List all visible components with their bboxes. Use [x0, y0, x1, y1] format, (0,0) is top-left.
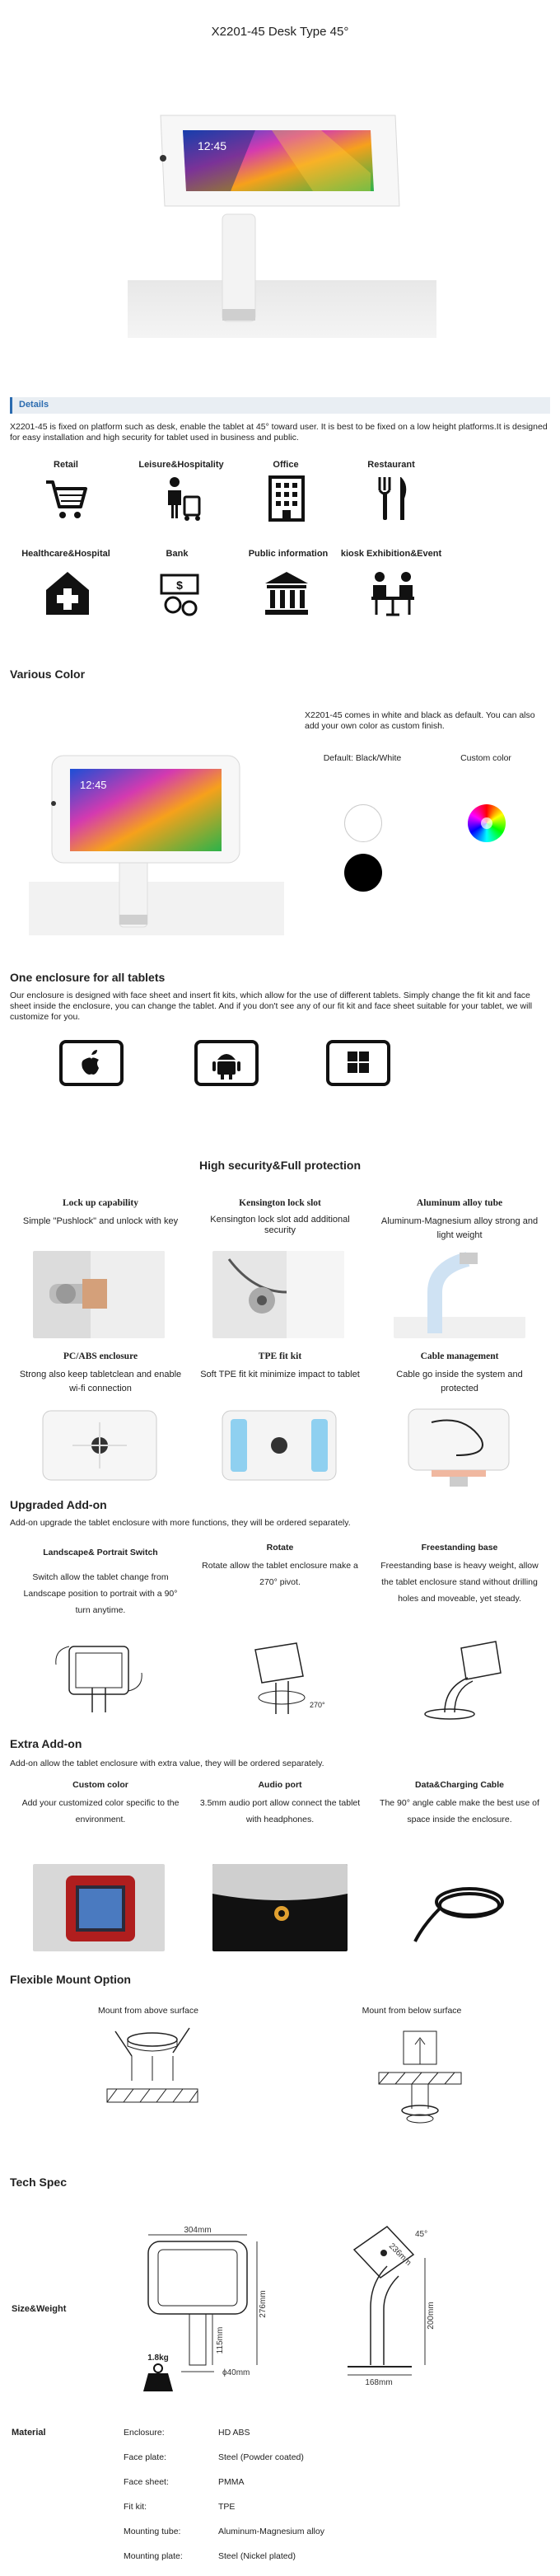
svg-text:ϕ40mm: ϕ40mm	[222, 2368, 250, 2377]
freestanding-drawing	[420, 1640, 511, 1722]
rotate-drawing	[231, 1640, 329, 1722]
industry-label-healthcare: Healthcare&Hospital	[21, 549, 110, 559]
government-building-icon	[262, 569, 311, 618]
material-value-mounting-plate: Steel (Nickel plated)	[218, 2551, 296, 2561]
upgrade-text-switch: Switch allow the tablet change from Landscape position to portrait with a 90° turn anytime.	[23, 1572, 178, 1615]
mount-below-drawing	[371, 2023, 469, 2130]
tech-heading: Tech Spec	[10, 2176, 67, 2189]
various-color-text: X2201-45 comes in white and black as default. You can also add your own color as custom finish.	[305, 710, 535, 731]
industry-label-public: Public information	[248, 549, 329, 559]
shopping-cart-icon	[43, 474, 92, 523]
industry-label-kiosk: kiosk Exhibition&Event	[340, 549, 442, 559]
color-product-image	[29, 746, 284, 935]
feature-text-cable: Cable go inside the system and protected	[396, 1370, 523, 1393]
extra-title-color: Custom color	[72, 1780, 128, 1790]
feature-title-lock: Lock up capability	[62, 1198, 139, 1208]
default-color-label: Default: Black/White	[323, 753, 402, 763]
mount-above-drawing	[99, 2023, 206, 2122]
cable-photo	[399, 1406, 519, 1488]
material-value-mounting-tube: Aluminum-Magnesium alloy	[218, 2527, 324, 2536]
mount-above-label: Mount from above surface	[98, 2006, 198, 2016]
enclosure-heading: One enclosure for all tablets	[10, 971, 166, 984]
svg-text:236mm: 236mm	[386, 2241, 413, 2268]
upgrade-title-switch: Landscape& Portrait Switch	[43, 1548, 158, 1557]
apple-logo-icon	[59, 1040, 124, 1086]
weight-value: 1.8kg	[147, 2354, 169, 2363]
feature-text-tpe: Soft TPE fit kit minimize impact to tablet	[200, 1370, 360, 1379]
bellboy-icon	[156, 474, 206, 523]
kensington-photo	[212, 1251, 344, 1338]
extra-text-audio: 3.5mm audio port allow connect the tablet with headphones.	[199, 1798, 361, 1824]
feature-title-tpe: TPE fit kit	[258, 1351, 302, 1361]
svg-text:276mm: 276mm	[259, 2290, 268, 2318]
feature-title-tube: Aluminum alloy tube	[416, 1198, 503, 1208]
industry-label-leisure: Leisure&Hospitality	[138, 460, 224, 470]
material-key-fit-kit: Fit kit:	[124, 2502, 147, 2512]
meeting-icon	[368, 569, 418, 618]
material-value-face-sheet: PMMA	[218, 2477, 245, 2487]
details-text: X2201-45 is fixed on platform such as desk, enable the tablet at 45° toward user. It is best to be fixed on a low height platforms.It is designed for easy installation and high security for tablet used in business and public.	[10, 422, 548, 443]
charging-cable-photo	[404, 1864, 519, 1951]
tech-dimension-drawing	[132, 2225, 461, 2390]
industry-label-retail: Retail	[54, 460, 78, 470]
upgraded-text: Add-on upgrade the tablet enclosure with more functions, they will be ordered separately.	[10, 1518, 351, 1528]
svg-text:$: $	[176, 578, 183, 592]
extra-title-audio: Audio port	[258, 1780, 302, 1790]
extra-heading: Extra Add-on	[10, 1737, 82, 1750]
details-heading: Details	[19, 400, 49, 410]
custom-color-wheel[interactable]	[468, 804, 506, 842]
extra-title-cable: Data&Charging Cable	[415, 1780, 504, 1790]
custom-color-photo	[33, 1864, 165, 1951]
svg-text:304mm: 304mm	[184, 2226, 212, 2235]
audio-port-photo	[212, 1864, 348, 1951]
upgrade-text-rotate: Rotate allow the tablet enclosure make a 270° pivot.	[202, 1561, 358, 1587]
feature-text-enclosure: Strong also keep tabletclean and enable wi-fi connection	[19, 1370, 182, 1393]
tpe-photo	[219, 1406, 339, 1485]
enclosure-photo	[40, 1406, 160, 1485]
upgrade-text-base: Freestanding base is heavy weight, allow the tablet enclosure stand without drilling holes and moveable, yet steady.	[380, 1561, 539, 1604]
various-color-heading: Various Color	[10, 667, 86, 681]
upgraded-heading: Upgraded Add-on	[10, 1498, 107, 1511]
material-label: Material	[12, 2428, 46, 2438]
extra-text-color: Add your customized color specific to the environment.	[21, 1798, 180, 1824]
page-title: X2201-45 Desk Type 45°	[211, 25, 349, 39]
tube-photo	[394, 1251, 525, 1338]
svg-text:45°: 45°	[415, 2230, 428, 2239]
industry-label-restaurant: Restaurant	[367, 460, 415, 470]
feature-text-lock: Simple "Pushlock" and unlock with key	[22, 1216, 179, 1226]
material-key-mounting-tube: Mounting tube:	[124, 2527, 181, 2536]
industry-label-office: Office	[273, 460, 299, 470]
enclosure-text: Our enclosure is designed with face sheet and insert fit kits, which allow for the use of different tablets. Simply change the fit kit and face sheet inside the enclosure, you can change the tablet. And if you don't see any of our fit kit and face sheet suitable for your tablet, we will customize for you.	[10, 991, 533, 1022]
upgrade-title-base: Freestanding base	[421, 1543, 498, 1553]
fork-knife-icon	[368, 474, 418, 523]
material-key-face-sheet: Face sheet:	[124, 2477, 169, 2487]
weight-icon	[142, 2362, 175, 2391]
svg-text:115mm: 115mm	[216, 2326, 225, 2354]
android-logo-icon	[194, 1040, 259, 1086]
mount-below-label: Mount from below surface	[362, 2006, 462, 2016]
feature-text-tube: Aluminum-Magnesium alloy strong and light weight	[380, 1216, 539, 1240]
mount-heading: Flexible Mount Option	[10, 1973, 131, 1986]
feature-title-enclosure: PC/ABS enclosure	[63, 1351, 138, 1361]
industry-label-bank: Bank	[166, 549, 189, 559]
feature-text-kensington: Kensington lock slot add additional security	[210, 1215, 350, 1235]
material-key-mounting-plate: Mounting plate:	[124, 2551, 183, 2561]
svg-text:168mm: 168mm	[365, 2378, 393, 2387]
material-value-face-plate: Steel (Powder coated)	[218, 2452, 304, 2462]
material-key-face-plate: Face plate:	[124, 2452, 166, 2462]
extra-text-cable: The 90° angle cable make the best use of space inside the enclosure.	[380, 1798, 539, 1824]
office-building-icon	[262, 474, 311, 523]
material-value-fit-kit: TPE	[218, 2502, 236, 2512]
custom-color-label: Custom color	[460, 753, 511, 763]
money-icon	[156, 569, 206, 618]
size-weight-label: Size&Weight	[12, 2304, 67, 2314]
svg-text:12:45: 12:45	[80, 779, 107, 791]
black-color-swatch[interactable]	[344, 854, 382, 892]
lock-photo	[33, 1251, 165, 1338]
material-key-enclosure: Enclosure:	[124, 2428, 165, 2438]
switch-drawing	[49, 1640, 148, 1722]
windows-logo-icon	[326, 1040, 390, 1086]
hospital-icon	[43, 569, 92, 618]
feature-title-cable: Cable management	[420, 1351, 499, 1361]
svg-text:12:45: 12:45	[198, 139, 227, 152]
details-heading-bar	[10, 397, 550, 414]
feature-title-kensington: Kensington lock slot	[239, 1198, 321, 1208]
upgrade-title-rotate: Rotate	[266, 1543, 294, 1553]
security-heading: High security&Full protection	[198, 1159, 361, 1172]
material-value-enclosure: HD ABS	[218, 2428, 250, 2438]
extra-text: Add-on allow the tablet enclosure with extra value, they will be ordered separately.	[10, 1759, 324, 1768]
svg-text:270°: 270°	[310, 1701, 325, 1709]
hero-product-image	[124, 99, 445, 346]
svg-text:200mm: 200mm	[427, 2302, 436, 2330]
white-color-swatch[interactable]	[344, 804, 382, 842]
